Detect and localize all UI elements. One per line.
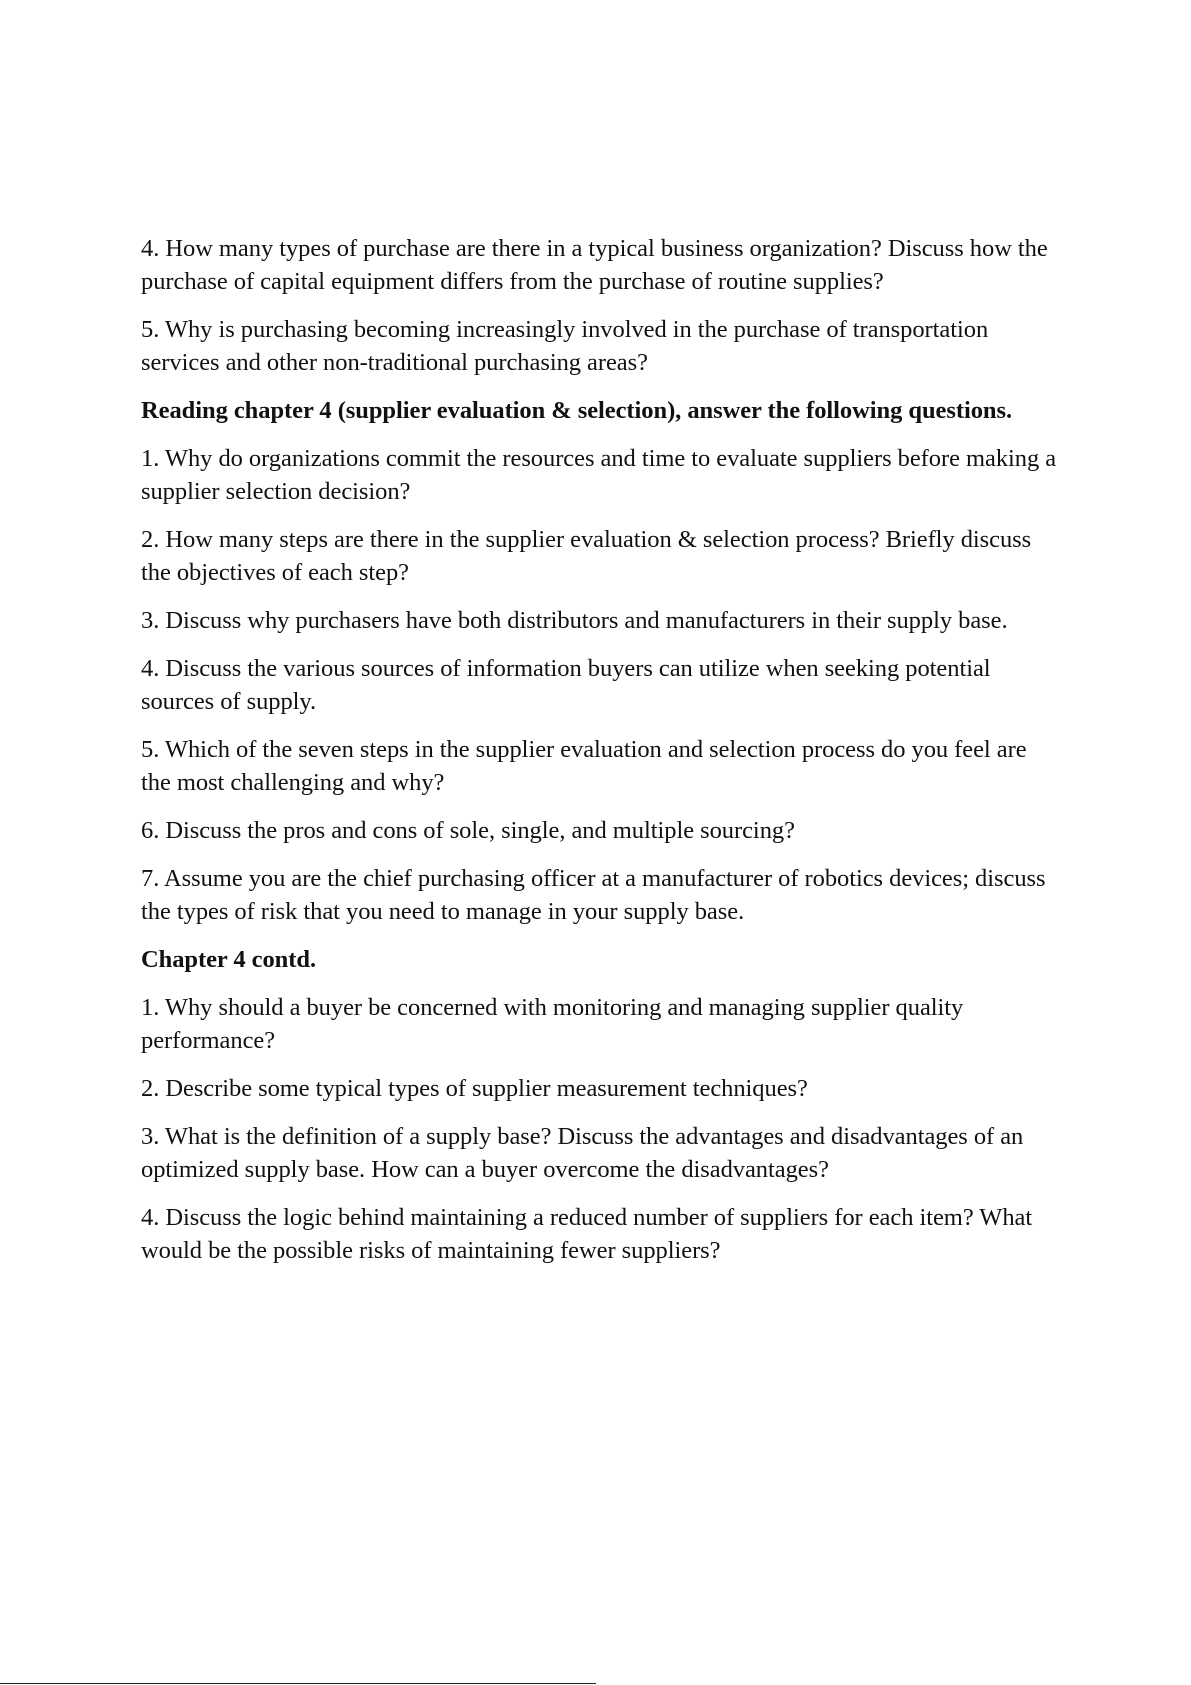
section-heading-chapter-4: Reading chapter 4 (supplier evaluation & selection), answer the following questions.: [141, 397, 1013, 424]
question-supply-base-risk: 7. Assume you are the chief purchasing officer at a manufacturer of robotics devices; discuss the types of risk that you need to manage in your supply base.: [141, 865, 1046, 925]
question-purchase-types: 4. How many types of purchase are there in a typical business organization? Discuss how the purchase of capital equipment differs from the purchase of routine supplies?: [141, 235, 1048, 295]
question-reduced-suppliers: 4. Discuss the logic behind maintaining a reduced number of suppliers for each item? What would be the possible risks of maintaining fewer suppliers?: [141, 1204, 1033, 1264]
section-heading-chapter-4-contd: Chapter 4 contd.: [141, 946, 317, 973]
question-evaluation-steps: 2. How many steps are there in the supplier evaluation & selection process? Briefly discuss the objectives of each step?: [141, 526, 1032, 586]
question-challenging-steps: 5. Which of the seven steps in the supplier evaluation and selection process do you feel are the most challenging and why?: [141, 736, 1027, 796]
question-measurement-techniques: 2. Describe some typical types of supplier measurement techniques?: [141, 1075, 808, 1102]
question-supply-base-definition: 3. What is the definition of a supply base? Discuss the advantages and disadvantages of an optimized supply base. How can a buyer overcome the disadvantages?: [141, 1123, 1024, 1183]
question-evaluate-suppliers: 1. Why do organizations commit the resources and time to evaluate suppliers before making a supplier selection decision?: [141, 445, 1057, 505]
question-information-sources: 4. Discuss the various sources of information buyers can utilize when seeking potential sources of supply.: [141, 655, 991, 715]
page-bottom-rule: [0, 1683, 596, 1684]
document-body: [141, 232, 1061, 1282]
question-sourcing-pros-cons: 6. Discuss the pros and cons of sole, single, and multiple sourcing?: [141, 817, 795, 844]
question-quality-performance: 1. Why should a buyer be concerned with monitoring and managing supplier quality performance?: [141, 994, 964, 1054]
question-distributors-manufacturers: 3. Discuss why purchasers have both distributors and manufacturers in their supply base.: [141, 607, 1008, 634]
question-transportation-services: 5. Why is purchasing becoming increasingly involved in the purchase of transportation services and other non-traditional purchasing areas?: [141, 316, 989, 376]
